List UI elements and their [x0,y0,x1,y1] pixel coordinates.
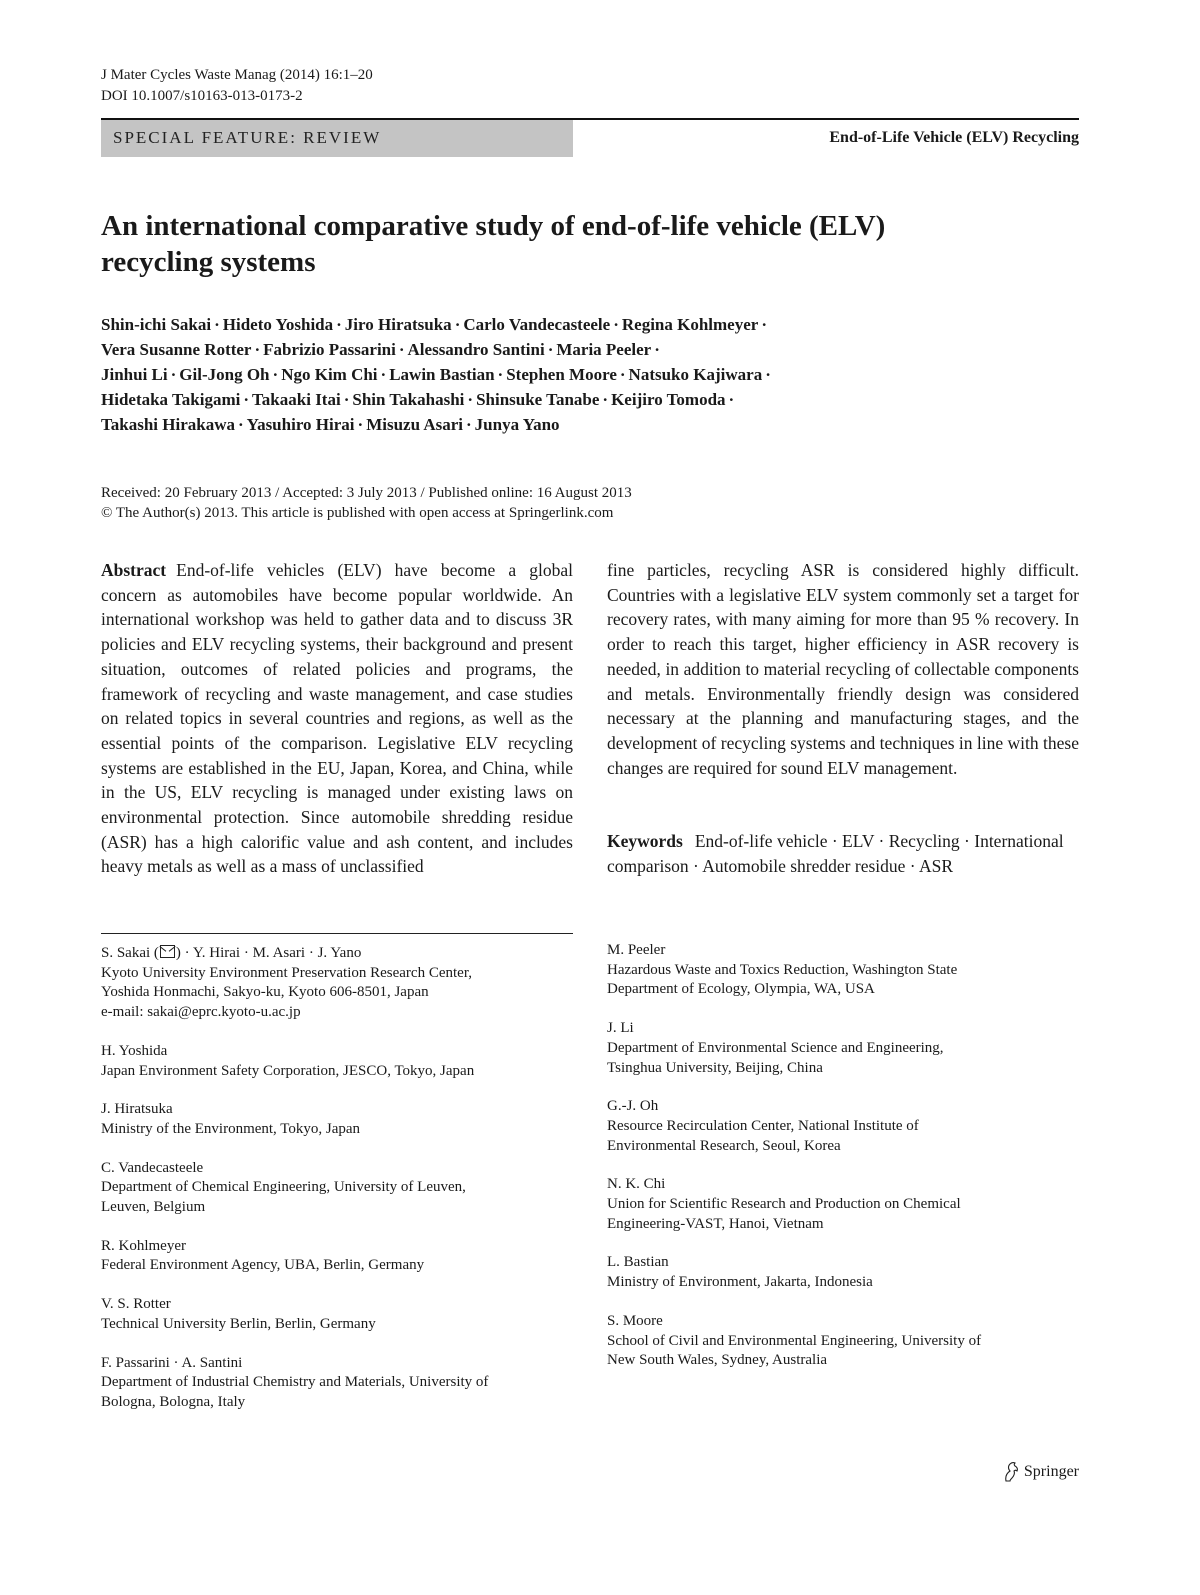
affiliation-line: Yoshida Honmachi, Sakyo-ku, Kyoto 606-8501, Japan [101,984,429,1001]
affiliation-block [607,1175,981,1234]
affiliations-rule [101,933,573,934]
author-name[interactable]: Takaaki Itai [252,390,341,409]
affiliation-names: J. Li [607,1020,634,1037]
journal-citation: J Mater Cycles Waste Manag (2014) 16:1–20 [101,67,373,83]
affiliation-block [101,1042,488,1081]
author-separator: · [619,365,626,384]
affiliation-names: N. K. Chi [607,1176,666,1193]
copyright-line: © The Author(s) 2013. This article is published with open access at Springerlink.com [101,505,614,521]
author-separator: · [497,365,504,384]
abstract-label: Abstract [101,560,167,580]
affiliation-line: School of Civil and Environmental Engineering, University of [607,1332,982,1349]
abstract-right-column: fine particles, recycling ASR is considered highly difficult. Countries with a legislative ELV system commonly set a target for recovery rates, with many aiming for more than 95 % recovery. In order to reach this target, higher efficiency in ASR recovery is needed, in addition to material recycling of collectable components and metals. Environmentally friendly design was considered necessary at the planning and manufacturing stages, and the development of recycling systems and techniques in line with these changes are required for sound ELV management. [607,560,1079,778]
author-name[interactable]: Regina Kohlmeyer [621,315,759,334]
abstract-left-column [101,558,573,879]
author-list [101,312,1101,437]
keywords-label: Keywords [607,831,683,851]
author-line [101,337,1101,362]
affiliation-line: Bologna, Bologna, Italy [101,1393,246,1410]
affiliation-line: Department of Industrial Chemistry and Materials, University of [101,1374,489,1391]
affiliation-block [101,1237,488,1276]
affiliation-line: Tsinghua University, Beijing, China [607,1059,823,1076]
affiliation-names: H. Yoshida [101,1042,168,1059]
author-name[interactable]: Junya Yano [474,415,560,434]
author-name[interactable]: Shinsuke Tanabe [476,390,600,409]
author-name[interactable]: Gil-Jong Oh [179,365,270,384]
envelope-icon [160,945,175,958]
author-separator: · [454,315,461,334]
author-name[interactable]: Carlo Vandecasteele [463,315,611,334]
author-separator: · [357,415,364,434]
author-name[interactable]: Hideto Yoshida [222,315,334,334]
author-separator: · [398,340,405,359]
article-title [101,208,1101,280]
affiliation-names: V. S. Rotter [101,1296,171,1313]
author-name[interactable]: Takashi Hirakawa [101,415,235,434]
abstract-text: End-of-life vehicles (ELV) have become a global concern as automobiles have become popular worldwide. An international workshop was held to gather data and to discuss 3R policies and ELV recycling systems, their background and present situation, outcomes of related policies and programs, the framework of recycling and waste management, and case studies on related topics in several countries and regions, as well as the essential points of the comparison. Legislative ELV recycling systems are established in the EU, Japan, Korea, and China, while in the US, ELV recycling is managed under existing laws on environmental protection. Since automobile shredding residue (ASR) has a high calorific value and ash content, and includes heavy metals as well as a mass of unclassified [101,560,573,877]
publication-dates [101,483,632,523]
affiliation-line: Ministry of the Environment, Tokyo, Japan [101,1120,361,1137]
author-separator: · [170,365,177,384]
author-name[interactable]: Hidetaka Takigami [101,390,241,409]
author-separator: · [336,315,342,334]
author-separator: · [613,315,619,334]
affiliation-line: Department of Chemical Engineering, University of Leuven, [101,1179,466,1196]
affiliation-names: L. Bastian [607,1254,669,1271]
author-line [101,312,1101,337]
author-name[interactable]: Jiro Hiratsuka [344,315,452,334]
author-separator: · [343,390,350,409]
author-name[interactable]: Fabrizio Passarini [263,340,396,359]
author-separator: · [761,315,767,334]
author-separator: · [214,315,220,334]
author-line [101,412,1101,437]
affiliation-line: Engineering-VAST, Hanoi, Vietnam [607,1215,824,1232]
author-name[interactable]: Yasuhiro Hirai [246,415,355,434]
author-separator: · [547,340,554,359]
affiliation-line: Ministry of Environment, Jakarta, Indonesia [607,1274,873,1291]
publisher-logo [1002,1461,1079,1483]
publisher-name: Springer [1023,1463,1079,1480]
affiliation-line: Japan Environment Safety Corporation, JESCO, Tokyo, Japan [101,1062,475,1079]
affiliation-line: Union for Scientific Research and Production on Chemical [607,1196,961,1213]
author-line [101,387,1101,412]
affiliation-line: Federal Environment Agency, UBA, Berlin, Germany [101,1257,425,1274]
author-name[interactable]: Alessandro Santini [407,340,545,359]
feature-title: End-of-Life Vehicle (ELV) Recycling [829,129,1079,146]
author-separator: · [728,390,735,409]
author-separator: · [467,390,474,409]
author-name[interactable]: Vera Susanne Rotter [101,340,252,359]
keywords [607,829,1079,878]
author-separator: · [238,415,244,434]
affiliation-line: Kyoto University Environment Preservation Research Center, [101,964,472,981]
affiliation-names: J. Hiratsuka [101,1101,173,1118]
author-name[interactable]: Natsuko Kajiwara [628,365,763,384]
affiliation-names: C. Vandecasteele [101,1159,204,1176]
email-line: e-mail: sakai@eprc.kyoto-u.ac.jp [101,1004,301,1021]
author-separator: · [243,390,250,409]
affiliation-names: G.-J. Oh [607,1098,659,1115]
author-separator: · [765,365,771,384]
affiliation-block [101,1354,488,1413]
author-name[interactable]: Maria Peeler [556,340,652,359]
affiliation-names: F. Passarini · A. Santini [101,1354,243,1371]
affiliation-names: M. Peeler [607,942,666,958]
affiliation-names: S. Moore [607,1312,663,1329]
affiliation-line: Hazardous Waste and Toxics Reduction, Washington State [607,961,958,978]
affiliation-block [101,1100,488,1139]
author-name[interactable]: Misuzu Asari [366,415,463,434]
author-name[interactable]: Ngo Kim Chi [281,365,378,384]
affiliation-block [607,941,981,1000]
affiliation-line: Resource Recirculation Center, National Institute of [607,1117,919,1134]
author-name[interactable]: Shin-ichi Sakai [101,315,212,334]
author-separator: · [380,365,387,384]
springer-horse-icon [1002,1461,1020,1483]
author-separator: · [466,415,472,434]
affiliation-line: Leuven, Belgium [101,1199,206,1216]
author-line [101,362,1101,387]
author-name[interactable]: Shin Takahashi [352,390,465,409]
author-separator: · [254,340,261,359]
affiliation-block [101,1295,488,1334]
affiliation-block [101,944,488,1023]
affiliation-line: Department of Ecology, Olympia, WA, USA [607,981,875,998]
author-name[interactable]: Jinhui Li [101,365,168,384]
affiliation-block [101,1159,488,1218]
author-separator: · [272,365,279,384]
affiliation-block [607,1097,981,1156]
author-separator: · [654,340,660,359]
doi: DOI 10.1007/s10163-013-0173-2 [101,88,303,104]
affiliations-right-column [607,941,981,1390]
article-title-line: An international comparative study of end-of-life vehicle (ELV) [101,210,886,242]
author-name[interactable]: Stephen Moore [506,365,617,384]
affiliation-names: S. Sakai ( ) · Y. Hirai · M. Asari · J. Yano [101,945,362,961]
affiliation-line: Department of Environmental Science and Engineering, [607,1039,944,1056]
section-label: SPECIAL FEATURE: REVIEW [113,128,382,147]
affiliation-block [607,1019,981,1078]
author-name[interactable]: Keijiro Tomoda [611,390,726,409]
affiliation-line: New South Wales, Sydney, Australia [607,1352,828,1369]
affiliation-line: Environmental Research, Seoul, Korea [607,1137,841,1154]
affiliation-block [607,1253,981,1292]
affiliations-left-column [101,944,488,1432]
affiliation-names: R. Kohlmeyer [101,1237,186,1254]
keywords-text: End-of-life vehicle · ELV · Recycling · International comparison · Automobile shredder residue · ASR [607,831,1064,876]
dates-line: Received: 20 February 2013 / Accepted: 3 July 2013 / Published online: 16 August 2013 [101,485,632,501]
author-separator: · [602,390,609,409]
affiliation-line: Technical University Berlin, Berlin, Germany [101,1315,376,1332]
affiliation-block [607,1312,981,1371]
article-title-line: recycling systems [101,246,316,278]
author-name[interactable]: Lawin Bastian [389,365,495,384]
